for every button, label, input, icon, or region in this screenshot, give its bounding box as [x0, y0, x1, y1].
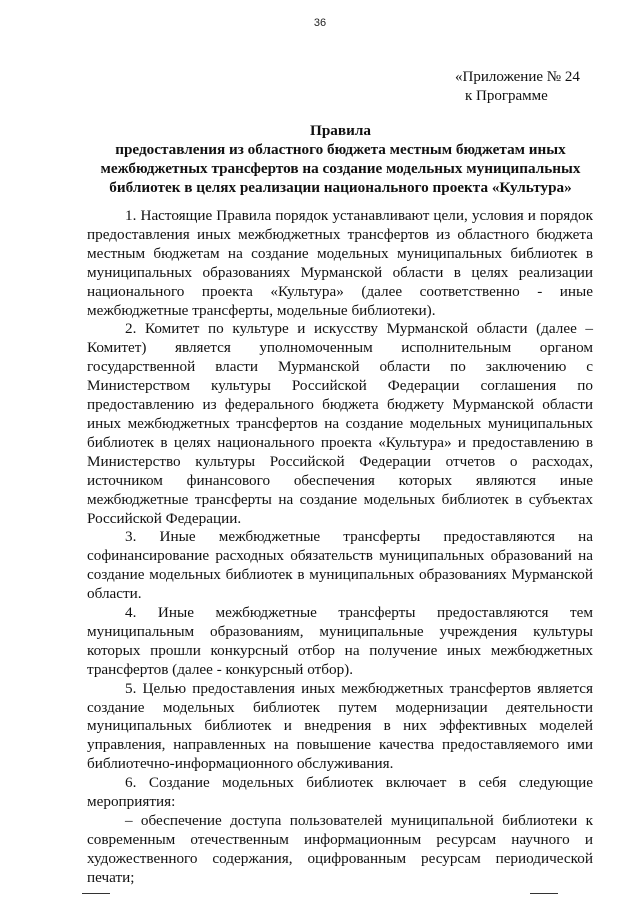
- page-number: 36: [313, 17, 327, 29]
- appendix-line-2: к Программе: [465, 88, 548, 104]
- paragraph-6: 6. Создание модельных библиотек включает в себя следующие мероприятия:: [87, 774, 593, 811]
- paragraph-5: 5. Целью предоставления иных межбюджетных трансфертов является создание модельных библиотек путем модернизации деятельности муниципальных библиотек и внедрения в них эффективных моделей управления, направленных на повышение качества предоставляемого ими библиотечно-информационного обслуживания.: [87, 679, 593, 773]
- footer-mark-right: [530, 893, 558, 894]
- paragraph-2: 2. Комитет по культуре и искусству Мурманской области (далее – Комитет) является уполномоченным исполнительным органом государственной власти Мурманской области по заключению с Министерством культуры Российской Федерации соглашения по предоставлению из федерального бюджета бюджету Мурманской области иных межбюджетных трансфертов на создание модельных муниципальных библиотек в целях национального проекта «Культура» и предоставлению в Министерство культуры Российской Федерации отчетов о расходах, источником финансового обеспечения которых являются иные межбюджетные трансферты на создание модельных библиотек в субъектах Российской Федерации.: [87, 320, 593, 527]
- paragraph-3: 3. Иные межбюджетные трансферты предоставляются на софинансирование расходных обязательств муниципальных образований на создание модельных библиотек в муниципальных образованиях Мурманской области.: [87, 528, 593, 603]
- footer-mark-left: [82, 893, 110, 894]
- appendix-reference: [455, 68, 625, 106]
- paragraph-4: 4. Иные межбюджетные трансферты предоставляются тем муниципальным образованиям, муниципальные учреждения культуры которых прошли конкурсный отбор на получение иных межбюджетных трансфертов (далее - конкурсный отбор).: [87, 604, 593, 678]
- paragraph-6-item-1: – обеспечение доступа пользователей муниципальной библиотеки к современным отечественным информационным ресурсам научного и художественного содержания, оцифрованным ресурсам периодической печати;: [87, 812, 593, 886]
- title-heading: Правила: [310, 122, 371, 139]
- paragraph-1: 1. Настоящие Правила порядок устанавливают цели, условия и порядок предоставления иных межбюджетных трансфертов из областного бюджета местным бюджетам на создание модельных муниципальных библиотек в муниципальных образованиях Мурманской области в целях реализации национального проекта «Культура» (далее соответственно - иные межбюджетные трансферты, модельные библиотеки).: [87, 207, 593, 319]
- document-body: [87, 207, 593, 888]
- document-title: [88, 121, 593, 197]
- appendix-line-1: «Приложение № 24: [455, 69, 580, 85]
- title-subtitle: предоставления из областного бюджета местным бюджетам иных межбюджетных трансфертов на создание модельных муниципальных библиотек в целях реализации национального проекта «Культура»: [100, 141, 581, 196]
